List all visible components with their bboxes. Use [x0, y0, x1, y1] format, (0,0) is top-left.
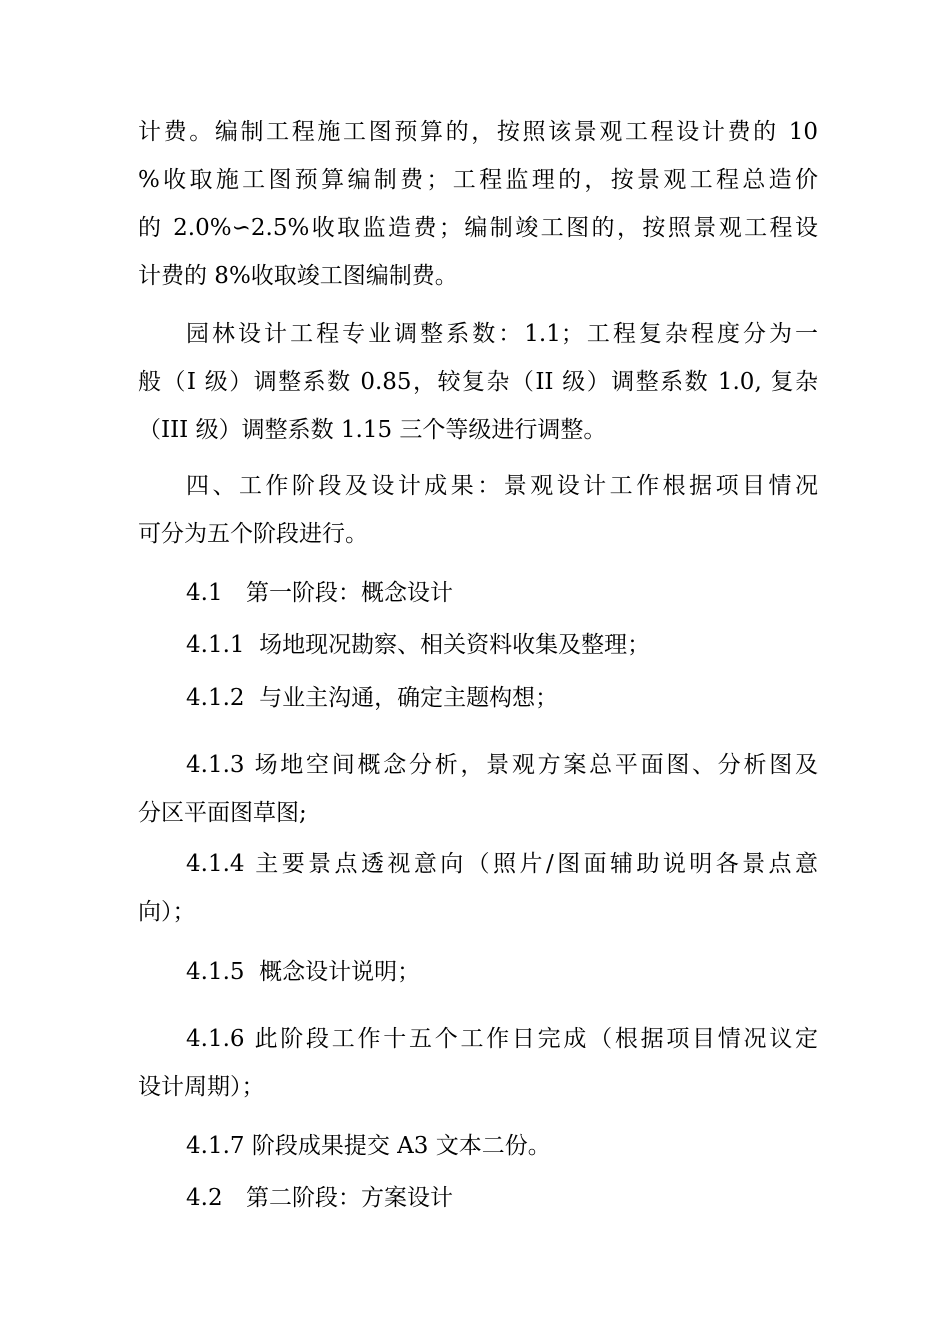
text-line: 向）； [138, 899, 196, 925]
text-line: 园林设计工程专业调整系数：1.1；工程复杂程度分为一 [186, 321, 818, 347]
paragraph-fee-terms [138, 108, 818, 300]
text-line: 可分为五个阶段进行。 [138, 521, 368, 547]
item-text: 场地现况勘察、相关资料收集及整理； [259, 632, 651, 658]
list-item-4-1-4 [138, 840, 818, 936]
text-line: 四、工作阶段及设计成果：景观设计工作根据项目情况 [186, 473, 818, 499]
text-line: （III 级）调整系数 1.15 三个等级进行调整。 [138, 417, 607, 443]
item-number: 4.1.5 [186, 959, 245, 985]
section-title: 第二阶段：方案设计 [246, 1185, 453, 1211]
section-number: 4.1 [186, 580, 223, 606]
list-item-4-1-3 [138, 741, 818, 837]
item-text: 概念设计说明； [259, 959, 421, 985]
text-line: 设计周期）； [138, 1074, 265, 1100]
list-item-4-1-5 [186, 948, 420, 996]
text-line: 分区平面图草图; [138, 800, 307, 826]
text-line: 的 2.0%∽2.5%收取监造费；编制竣工图的，按照景观工程设 [138, 215, 818, 241]
text-line: %收取施工图预算编制费；工程监理的，按景观工程总造价 [138, 167, 818, 193]
paragraph-work-stages [138, 462, 818, 558]
item-number: 4.1.1 [186, 632, 245, 658]
paragraph-adjustment-coefficients [138, 310, 818, 454]
list-item-4-1-2 [186, 674, 558, 722]
section-number: 4.2 [186, 1185, 223, 1211]
section-title: 第一阶段：概念设计 [246, 580, 453, 606]
item-number: 4.1.2 [186, 685, 245, 711]
text-line: 般（I 级）调整系数 0.85，较复杂（II 级）调整系数 1.0, 复杂 [138, 369, 818, 395]
text-line: 4.1.4 主要景点透视意向（照片/图面辅助说明各景点意 [186, 851, 818, 877]
list-item-4-1-7 [186, 1122, 551, 1170]
item-text: 4.1.7 阶段成果提交 A3 文本二份。 [186, 1133, 551, 1159]
text-line: 4.1.3 场地空间概念分析，景观方案总平面图、分析图及 [186, 752, 818, 778]
item-text: 与业主沟通，确定主题构想； [259, 685, 559, 711]
list-item-4-1-1 [186, 621, 650, 669]
section-heading-4-1 [186, 569, 453, 617]
text-line: 4.1.6 此阶段工作十五个工作日完成（根据项目情况议定 [186, 1026, 818, 1052]
list-item-4-1-6 [138, 1015, 818, 1111]
section-heading-4-2 [186, 1174, 453, 1222]
text-line: 计费。编制工程施工图预算的，按照该景观工程设计费的 10 [138, 119, 818, 145]
text-line: 计费的 8%收取竣工图编制费。 [138, 263, 458, 289]
